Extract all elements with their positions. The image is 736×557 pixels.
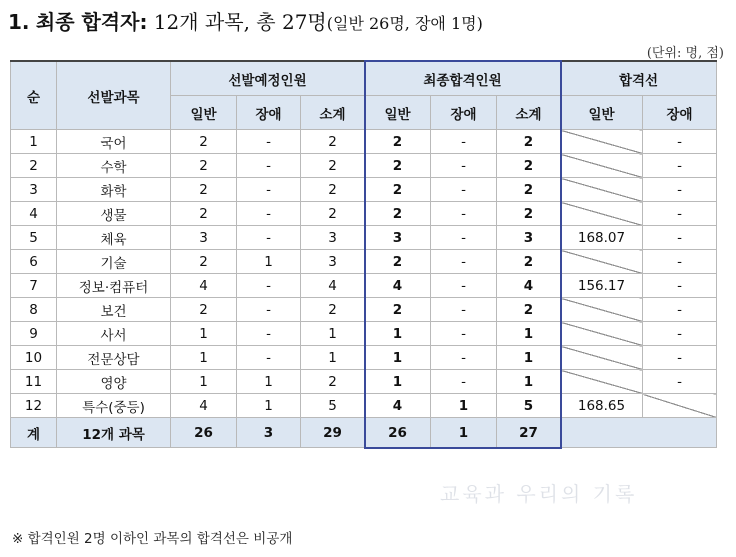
cell-no: 11 <box>11 370 57 394</box>
cell-f-sub: 2 <box>497 154 561 178</box>
cell-subject: 화학 <box>57 178 171 202</box>
cell-no: 3 <box>11 178 57 202</box>
cell-p-gen: 1 <box>171 346 237 370</box>
header-planned-general: 일반 <box>171 96 237 130</box>
header-seq: 순 <box>11 61 57 130</box>
cell-f-gen: 2 <box>365 250 431 274</box>
cell-f-gen: 1 <box>365 322 431 346</box>
cell-c-dis: - <box>643 130 717 154</box>
cell-no: 2 <box>11 154 57 178</box>
cell-subject: 생물 <box>57 202 171 226</box>
table-row <box>11 202 717 226</box>
cell-p-sub: 2 <box>301 202 365 226</box>
cell-c-gen <box>561 370 643 394</box>
cell-f-gen: 2 <box>365 154 431 178</box>
cell-p-sub: 4 <box>301 274 365 298</box>
title-number: 1. <box>8 10 30 34</box>
cell-subject: 전문상담 <box>57 346 171 370</box>
total-subject: 12개 과목 <box>57 418 171 448</box>
title-summary: 12개 과목, 총 27명 <box>147 10 327 34</box>
header-final: 최종합격인원 <box>365 61 561 96</box>
table-row <box>11 370 717 394</box>
cell-p-gen: 2 <box>171 298 237 322</box>
total-p-dis: 3 <box>237 418 301 448</box>
cell-p-gen: 1 <box>171 370 237 394</box>
cell-f-gen: 4 <box>365 394 431 418</box>
cell-f-sub: 2 <box>497 298 561 322</box>
cell-p-gen: 2 <box>171 154 237 178</box>
cell-no: 12 <box>11 394 57 418</box>
cell-f-dis: - <box>431 154 497 178</box>
results-table-wrapper <box>10 60 717 448</box>
cell-c-dis: - <box>643 178 717 202</box>
cell-f-dis: - <box>431 178 497 202</box>
cell-f-sub: 3 <box>497 226 561 250</box>
table-row <box>11 322 717 346</box>
cell-no: 7 <box>11 274 57 298</box>
table-body <box>11 130 717 448</box>
cell-f-dis: - <box>431 322 497 346</box>
cell-f-dis: - <box>431 130 497 154</box>
cell-f-dis: - <box>431 274 497 298</box>
header-cutline: 합격선 <box>561 61 717 96</box>
cell-p-dis: - <box>237 154 301 178</box>
total-f-gen: 26 <box>365 418 431 448</box>
table-row <box>11 226 717 250</box>
cell-p-dis: - <box>237 202 301 226</box>
total-cutline-blank <box>561 418 717 448</box>
cell-f-dis: - <box>431 250 497 274</box>
cell-c-dis: - <box>643 298 717 322</box>
title-heading: 최종 합격자 <box>35 10 140 34</box>
header-planned-disabled: 장애 <box>237 96 301 130</box>
cell-p-gen: 2 <box>171 130 237 154</box>
cell-p-gen: 4 <box>171 274 237 298</box>
table-row <box>11 154 717 178</box>
cell-c-gen <box>561 154 643 178</box>
cell-f-sub: 1 <box>497 322 561 346</box>
cell-subject: 정보·컴퓨터 <box>57 274 171 298</box>
cell-c-dis: - <box>643 226 717 250</box>
cell-c-gen <box>561 178 643 202</box>
cell-p-gen: 2 <box>171 178 237 202</box>
cell-c-gen <box>561 346 643 370</box>
title-colon: : <box>139 10 148 34</box>
table-row <box>11 274 717 298</box>
cell-f-sub: 1 <box>497 346 561 370</box>
cell-f-sub: 2 <box>497 202 561 226</box>
cell-p-sub: 2 <box>301 370 365 394</box>
cell-f-sub: 2 <box>497 250 561 274</box>
cell-f-gen: 1 <box>365 346 431 370</box>
cell-p-sub: 2 <box>301 130 365 154</box>
cell-c-dis <box>643 394 717 418</box>
cell-f-gen: 2 <box>365 298 431 322</box>
cell-subject: 기술 <box>57 250 171 274</box>
cell-no: 4 <box>11 202 57 226</box>
title-detail: (일반 26명, 장애 1명) <box>326 14 483 33</box>
cell-p-sub: 3 <box>301 226 365 250</box>
table-row <box>11 250 717 274</box>
header-cutline-general: 일반 <box>561 96 643 130</box>
cell-f-sub: 2 <box>497 130 561 154</box>
cell-p-sub: 2 <box>301 154 365 178</box>
cell-p-dis: - <box>237 298 301 322</box>
cell-c-gen <box>561 130 643 154</box>
cell-c-gen <box>561 202 643 226</box>
header-planned-subtotal: 소계 <box>301 96 365 130</box>
cell-p-gen: 2 <box>171 250 237 274</box>
cell-f-sub: 2 <box>497 178 561 202</box>
cell-f-sub: 4 <box>497 274 561 298</box>
cell-no: 1 <box>11 130 57 154</box>
cell-p-sub: 1 <box>301 322 365 346</box>
cell-f-gen: 2 <box>365 130 431 154</box>
cell-f-gen: 2 <box>365 178 431 202</box>
results-table <box>10 60 717 448</box>
cell-c-dis: - <box>643 346 717 370</box>
cell-no: 5 <box>11 226 57 250</box>
cell-f-dis: - <box>431 298 497 322</box>
header-final-general: 일반 <box>365 96 431 130</box>
cell-subject: 국어 <box>57 130 171 154</box>
cell-p-dis: - <box>237 346 301 370</box>
unit-note: (단위: 명, 점) <box>646 46 724 61</box>
cell-subject: 수학 <box>57 154 171 178</box>
cell-subject: 보건 <box>57 298 171 322</box>
cell-p-sub: 2 <box>301 298 365 322</box>
total-p-sub: 29 <box>301 418 365 448</box>
cell-c-dis: - <box>643 322 717 346</box>
cell-subject: 특수(중등) <box>57 394 171 418</box>
footnote: ※ 합격인원 2명 이하인 과목의 합격선은 비공개 <box>12 531 293 547</box>
cell-p-dis: - <box>237 226 301 250</box>
watermark: 교육과 우리의 기록 <box>440 482 638 506</box>
cell-p-dis: - <box>237 178 301 202</box>
cell-c-dis: - <box>643 202 717 226</box>
cell-c-dis: - <box>643 154 717 178</box>
cell-c-gen <box>561 250 643 274</box>
cell-p-gen: 3 <box>171 226 237 250</box>
cell-c-dis: - <box>643 274 717 298</box>
cell-p-gen: 1 <box>171 322 237 346</box>
cell-f-gen: 2 <box>365 202 431 226</box>
cell-f-gen: 3 <box>365 226 431 250</box>
cell-no: 6 <box>11 250 57 274</box>
cell-c-gen: 168.65 <box>561 394 643 418</box>
cell-p-dis: 1 <box>237 370 301 394</box>
total-row <box>11 418 717 448</box>
header-planned: 선발예정인원 <box>171 61 365 96</box>
table-row <box>11 130 717 154</box>
cell-p-dis: 1 <box>237 394 301 418</box>
cell-subject: 사서 <box>57 322 171 346</box>
cell-p-gen: 4 <box>171 394 237 418</box>
cell-no: 9 <box>11 322 57 346</box>
cell-f-gen: 4 <box>365 274 431 298</box>
cell-no: 8 <box>11 298 57 322</box>
cell-p-dis: - <box>237 322 301 346</box>
table-row <box>11 346 717 370</box>
cell-p-dis: - <box>237 274 301 298</box>
page-title <box>8 6 483 35</box>
cell-p-dis: 1 <box>237 250 301 274</box>
header-final-subtotal: 소계 <box>497 96 561 130</box>
cell-no: 10 <box>11 346 57 370</box>
header-subject: 선발과목 <box>57 61 171 130</box>
cell-f-dis: - <box>431 370 497 394</box>
cell-f-sub: 5 <box>497 394 561 418</box>
total-no: 계 <box>11 418 57 448</box>
cell-f-dis: - <box>431 202 497 226</box>
table-row <box>11 178 717 202</box>
cell-p-sub: 2 <box>301 178 365 202</box>
cell-p-gen: 2 <box>171 202 237 226</box>
cell-subject: 영양 <box>57 370 171 394</box>
cell-f-gen: 1 <box>365 370 431 394</box>
total-f-sub: 27 <box>497 418 561 448</box>
cell-p-dis: - <box>237 130 301 154</box>
cell-f-sub: 1 <box>497 370 561 394</box>
cell-p-sub: 3 <box>301 250 365 274</box>
cell-c-dis: - <box>643 370 717 394</box>
cell-p-sub: 1 <box>301 346 365 370</box>
cell-f-dis: 1 <box>431 394 497 418</box>
header-final-disabled: 장애 <box>431 96 497 130</box>
cell-f-dis: - <box>431 226 497 250</box>
cell-p-sub: 5 <box>301 394 365 418</box>
table-row <box>11 298 717 322</box>
table-row <box>11 394 717 418</box>
cell-c-gen: 168.07 <box>561 226 643 250</box>
cell-c-gen: 156.17 <box>561 274 643 298</box>
cell-c-gen <box>561 298 643 322</box>
cell-c-dis: - <box>643 250 717 274</box>
header-cutline-disabled: 장애 <box>643 96 717 130</box>
cell-subject: 체육 <box>57 226 171 250</box>
total-p-gen: 26 <box>171 418 237 448</box>
total-f-dis: 1 <box>431 418 497 448</box>
cell-f-dis: - <box>431 346 497 370</box>
cell-c-gen <box>561 322 643 346</box>
